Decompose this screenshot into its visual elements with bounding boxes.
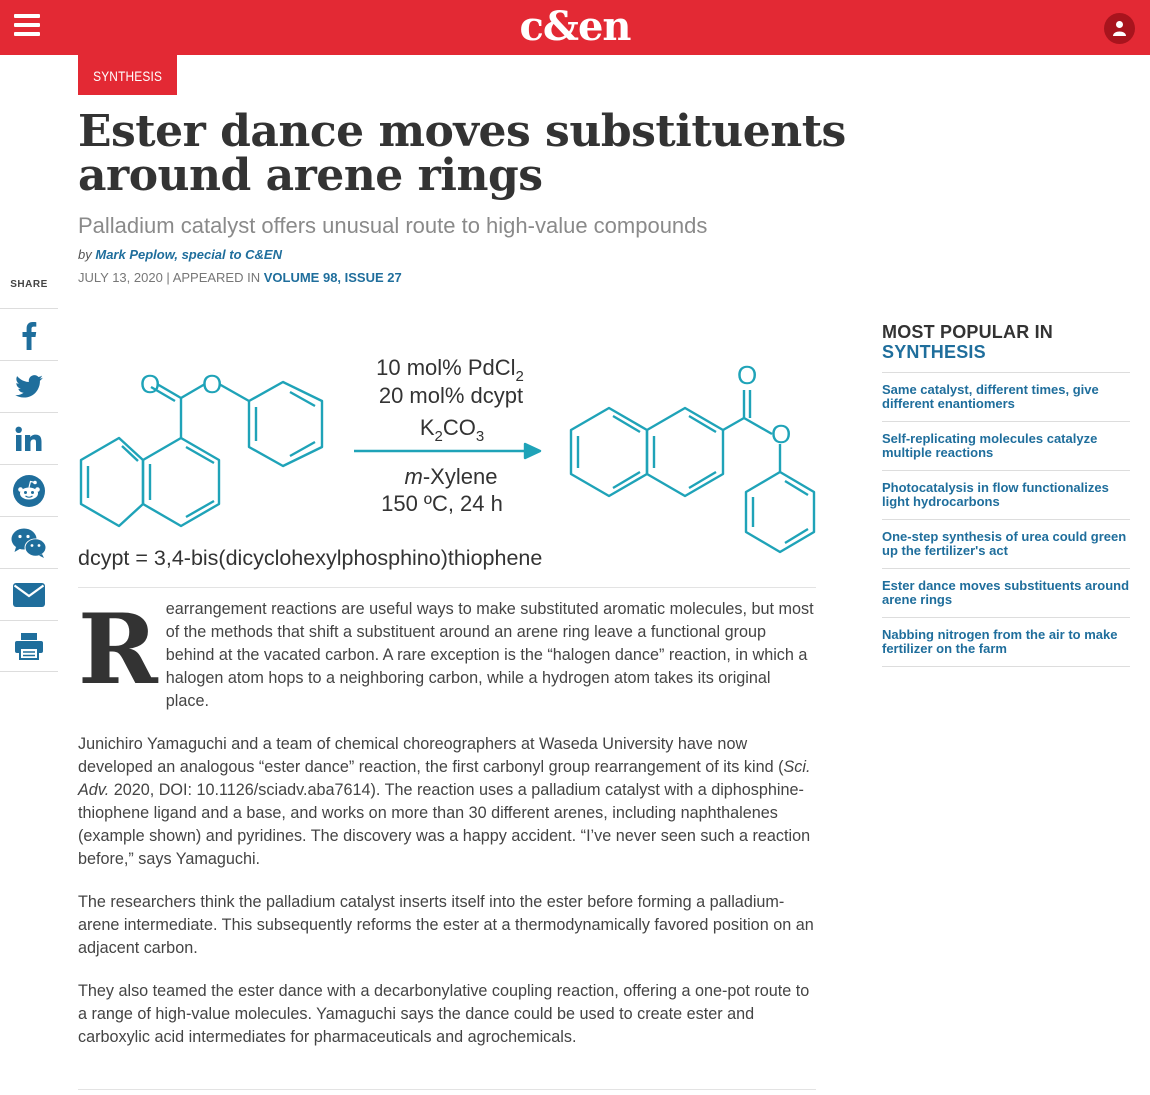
popular-link-4[interactable]: One-step synthesis of urea could green up the fertilizer's act xyxy=(882,529,1127,558)
popular-link-2[interactable]: Self-replicating molecules catalyze multiple reactions xyxy=(882,431,1098,460)
share-label: SHARE xyxy=(10,279,48,290)
right-carbonyl-oxygen: O xyxy=(737,360,758,390)
user-icon xyxy=(1112,20,1127,36)
byline xyxy=(78,247,282,262)
paragraph-2: Junichiro Yamaguchi and a team of chemical choreographers at Waseda University have now developed an analogous “ester dance” reaction, the first carbonyl group rearrangement of its kind (Sci. Adv. 2020, DOI: 10.1126/sciadv.aba7614). The reaction uses a palladium catalyst with a diphosphine-thiophene ligand and a base, and works on more than 30 different arenes, including naphthalenes (example shown) and pyridines. The discovery was a happy accident. “I’ve never seen such a reaction before,” says Yamaguchi. xyxy=(78,735,811,868)
popular-item xyxy=(882,520,1130,569)
share-email[interactable] xyxy=(0,568,58,620)
right-naphthalene-ring-b xyxy=(647,408,723,496)
condition-solvent: m-Xylene xyxy=(404,464,498,489)
drop-cap: R xyxy=(78,593,158,706)
paragraph-1: Rearrangement reactions are useful ways to make substituted aromatic molecules, but most of the methods that shift a substituent around an arene ring leave a functional group behind at the vacated carbon. A rare exception is the “halogen dance” reaction, in which a halogen atom hops to a neighboring carbon, while a hydrogen atom takes its original place. xyxy=(78,593,814,710)
hamburger-menu-icon[interactable] xyxy=(14,14,40,38)
divider xyxy=(78,1089,816,1090)
most-popular-heading: MOST POPULAR IN SYNTHESIS xyxy=(882,322,1130,373)
popular-item xyxy=(882,373,1130,422)
condition-base: $K_2CO_3$ xyxy=(419,415,485,445)
share-linkedin[interactable] xyxy=(0,412,58,464)
share-wechat[interactable] xyxy=(0,516,58,568)
left-ester-oxygen: O xyxy=(202,369,223,399)
article-subtitle: Palladium catalyst offers unusual route to high-value compounds xyxy=(78,213,708,238)
article-title: Ester dance moves substituents around arene rings xyxy=(78,106,846,201)
figure-caption: dcypt = 3,4-bis(dicyclohexylphosphino)thiophene xyxy=(78,546,543,570)
share-print[interactable] xyxy=(0,620,58,672)
top-bar xyxy=(0,0,1150,55)
right-phenyl-ring xyxy=(746,472,814,552)
share-twitter[interactable] xyxy=(0,360,58,412)
right-ester-oxygen: O xyxy=(771,419,792,449)
left-carbonyl-oxygen: O xyxy=(140,369,161,399)
reaction-figure xyxy=(78,320,816,588)
paragraph-4: They also teamed the ester dance with a decarbonylative coupling reaction, offering a one-pot route to a range of high-value molecules. Yamaguchi says the dance could be used to create ester and carboxylic acid intermediates for pharmaceuticals and agrochemicals. xyxy=(78,982,810,1046)
popular-link-5[interactable]: Ester dance moves substituents around arene rings xyxy=(882,578,1130,607)
article-body xyxy=(78,593,816,1069)
publish-date: JULY 13, 2020 | APPEARED IN xyxy=(78,270,261,285)
byline-prefix: by xyxy=(78,247,92,262)
site-logo[interactable]: c&en xyxy=(519,3,631,50)
linkedin-icon xyxy=(15,426,43,452)
popular-item xyxy=(882,569,1130,618)
reddit-icon xyxy=(13,475,45,507)
user-account-button[interactable] xyxy=(1104,13,1135,44)
author-link[interactable]: Mark Peplow, special to C&EN xyxy=(95,247,282,262)
print-icon xyxy=(14,632,44,660)
facebook-icon xyxy=(21,320,37,350)
left-naphthalene-ring-a xyxy=(143,438,219,526)
paragraph-3: The researchers think the palladium catalyst inserts itself into the ester before forming a palladium-arene intermediate. This subsequently reforms the ester at a thermodynamically favored position on an adjacent carbon. xyxy=(78,893,814,957)
share-reddit[interactable] xyxy=(0,464,58,516)
email-icon xyxy=(13,583,45,607)
wechat-icon xyxy=(11,528,47,558)
share-facebook[interactable] xyxy=(0,308,58,360)
reaction-scheme xyxy=(78,320,816,588)
popular-link-3[interactable]: Photocatalysis in flow functionalizes light hydrocarbons xyxy=(882,480,1109,509)
dateline xyxy=(78,270,402,285)
right-naphthalene-ring-a xyxy=(571,408,647,496)
popular-item xyxy=(882,471,1130,520)
popular-link-1[interactable]: Same catalyst, different times, give different enantiomers xyxy=(882,382,1099,411)
popular-item xyxy=(882,618,1130,667)
condition-temperature: 150 ºC, 24 h xyxy=(381,491,503,516)
condition-ligand: 20 mol% dcypt xyxy=(378,383,524,408)
issue-link[interactable]: VOLUME 98, ISSUE 27 xyxy=(263,270,402,285)
category-tag[interactable]: SYNTHESIS xyxy=(78,55,177,95)
left-phenyl-ring xyxy=(249,382,322,466)
left-naphthalene-ring-b xyxy=(81,438,143,526)
condition-catalyst: 10 mol% PdCl$_2$ xyxy=(376,355,524,385)
popular-link-6[interactable]: Nabbing nitrogen from the air to make fertilizer on the farm xyxy=(882,627,1118,656)
popular-item xyxy=(882,422,1130,471)
most-popular-panel xyxy=(882,322,1130,667)
twitter-icon xyxy=(15,375,43,398)
share-bar xyxy=(0,308,58,672)
